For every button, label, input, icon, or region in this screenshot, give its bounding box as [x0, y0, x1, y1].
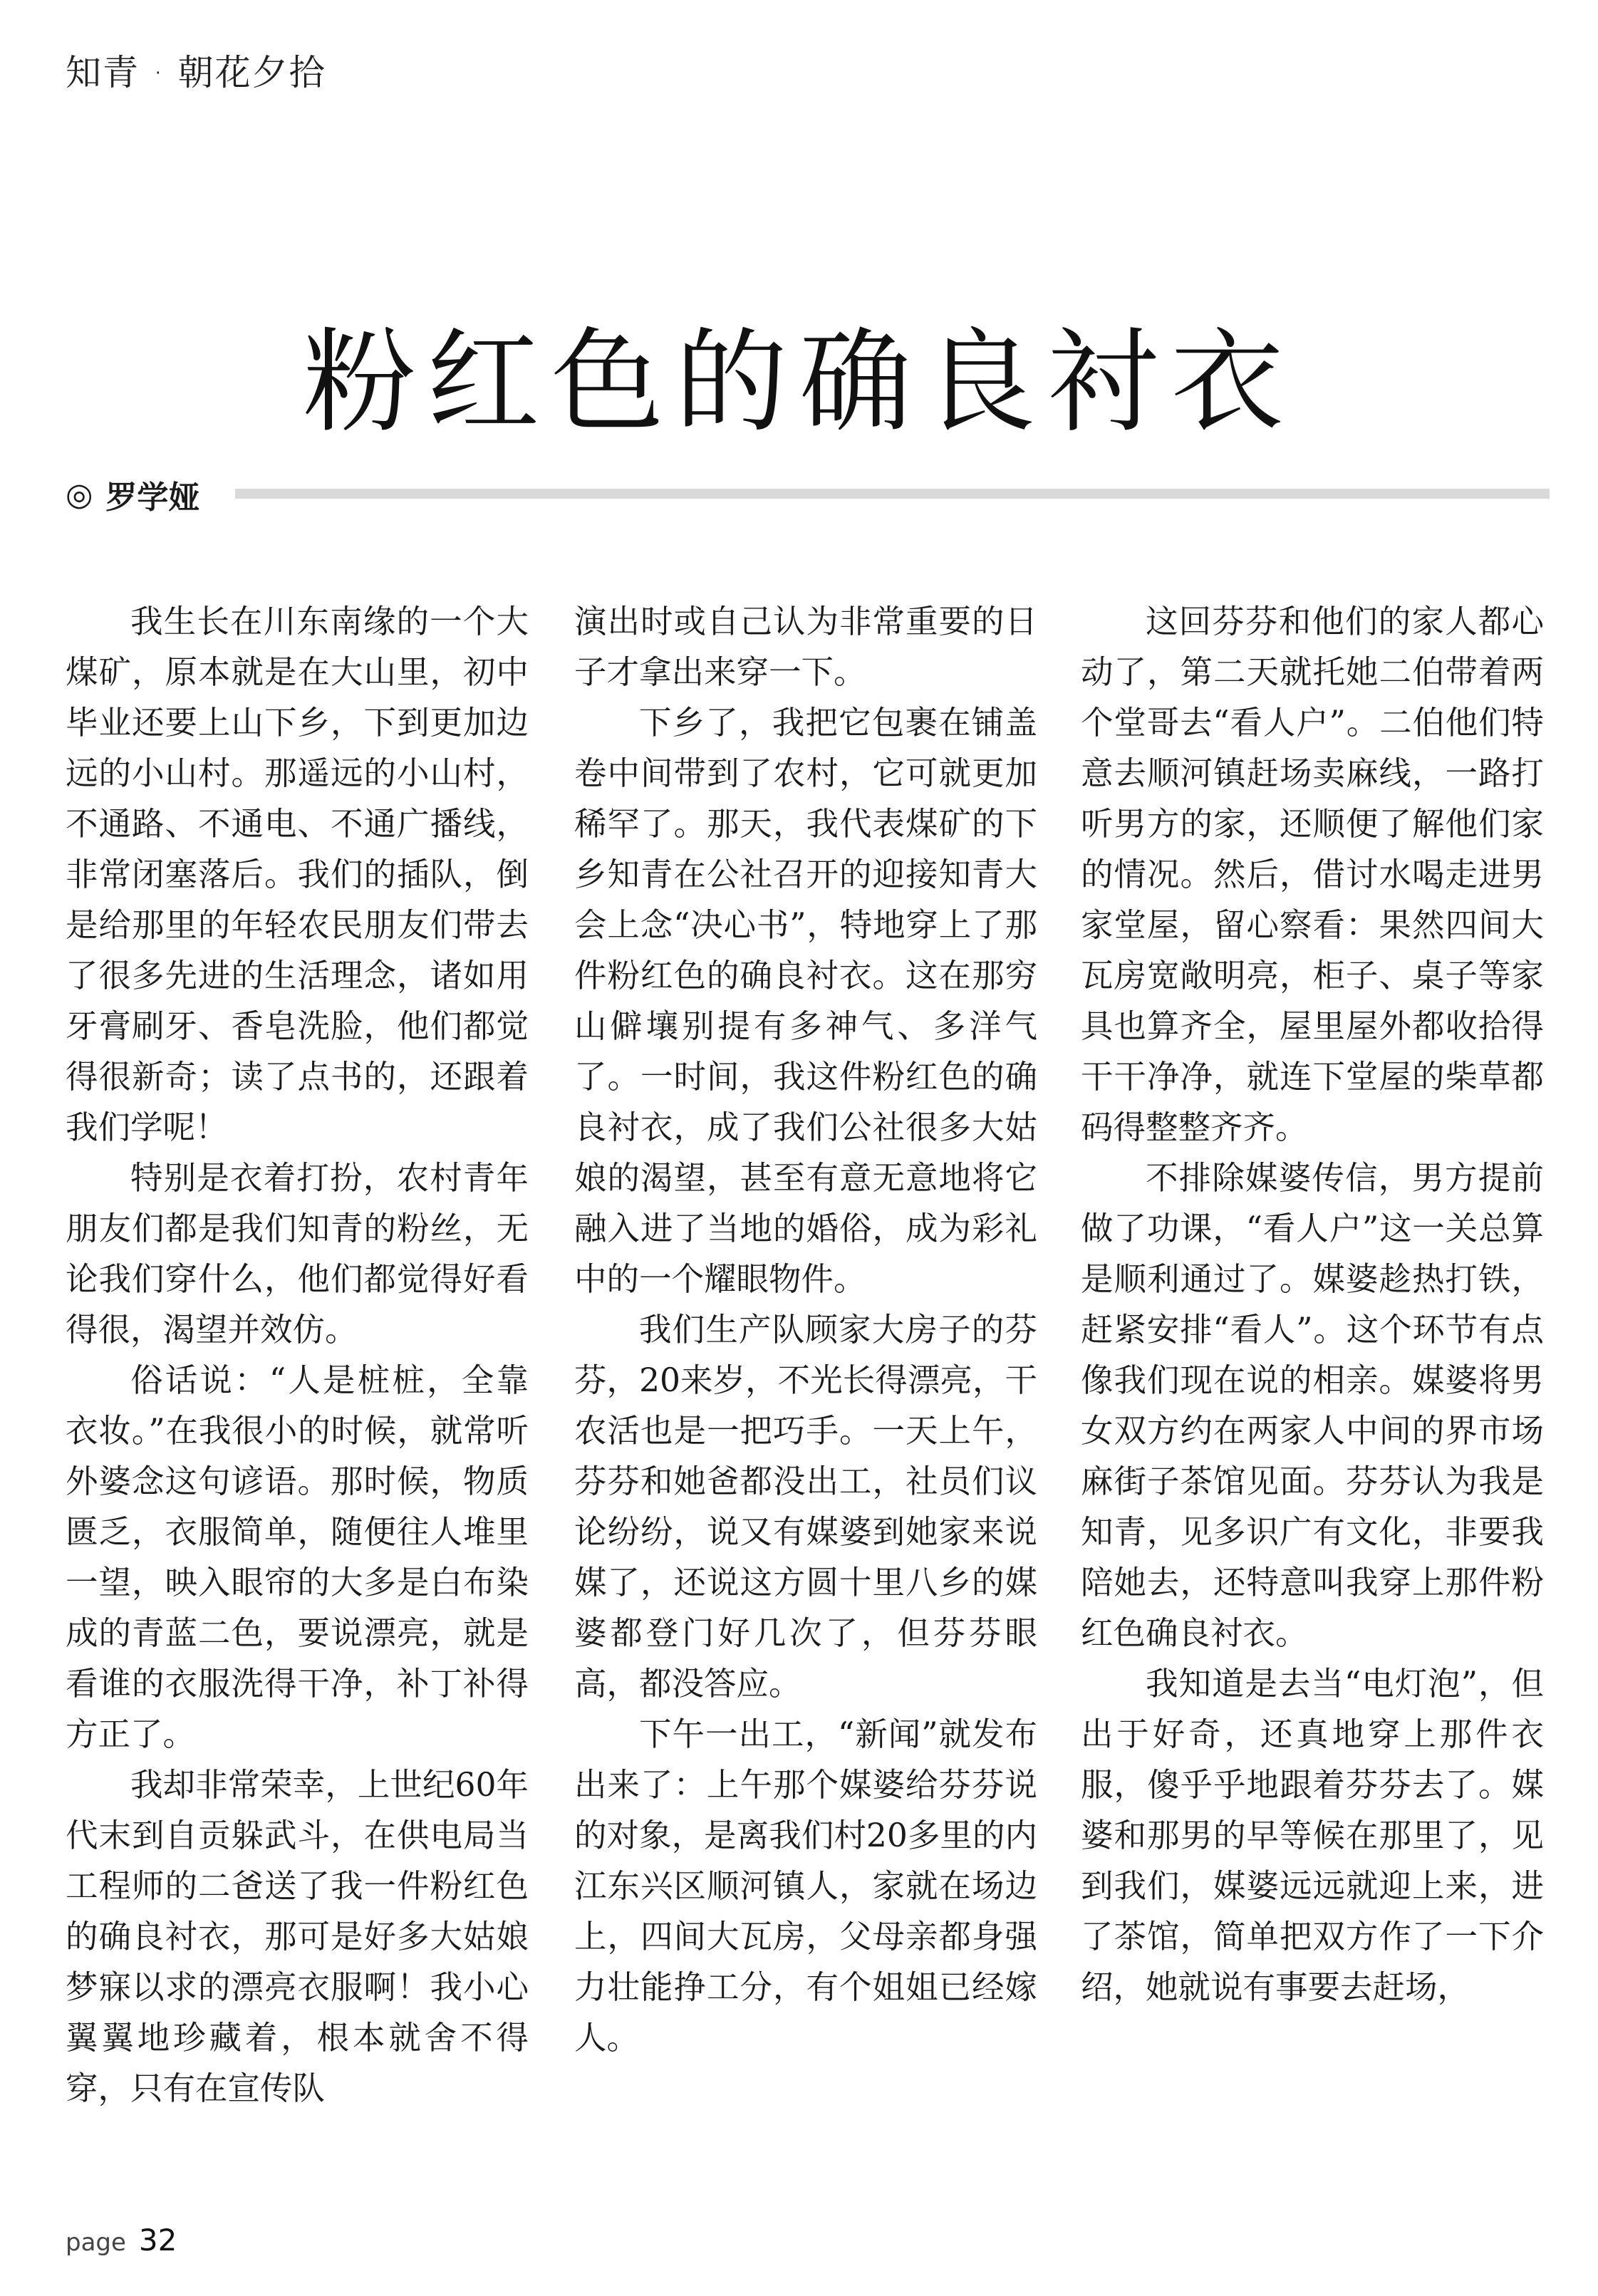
paragraph: 这回芬芬和他们的家人都心动了，第二天就托她二伯带着两个堂哥去“看人户”。二伯他们特意去顺河镇赶场卖麻线，一路打听男方的家，还顺便了解他们家的情况。然后，借讨水喝走进男家堂屋，留心察看：果然四间大瓦房宽敞明亮，柜子、桌子等家具也算齐全，屋里屋外都收拾得干干净净，就连下堂屋的柴草都码得整整齐齐。: [1081, 603, 1544, 1146]
paragraph: 下乡了，我把它包裹在铺盖卷中间带到了农村，它可就更加稀罕了。那天，我代表煤矿的下乡知青在公社召开的迎接知青大会上念“决心书”，特地穿上了那件粉红色的确良衬衣。这在那穷山僻壤别提有多神气、多洋气了。一时间，我这件粉红色的确良衬衣，成了我们公社很多大姑娘的渴望，甚至有意无意地将它融入进了当地的婚俗，成为彩礼中的一个耀眼物件。: [574, 704, 1037, 1298]
page-label: page: [66, 2228, 126, 2257]
paragraph: 特别是衣着打扮，农村青年朋友们都是我们知青的粉丝，无论我们穿什么，他们都觉得好看得很，渴望并效仿。: [66, 1159, 529, 1349]
page-footer: [66, 2223, 177, 2258]
text-column-2: [574, 596, 1037, 2063]
paragraph: 我却非常荣幸，上世纪60年代末到自贡躲武斗，在供电局当工程师的二爸送了我一件粉红色的确良衬衣，那可是好多大姑娘梦寐以求的漂亮衣服啊！我小心翼翼地珍藏着，根本就舍不得穿，只有在宣传队: [66, 1766, 529, 2107]
paragraph: 我知道是去当“电灯泡”，但出于好奇，还真地穿上那件衣服，傻乎乎地跟着芬芬去了。媒婆和那男的早等候在那里了，见到我们，媒婆远远就迎上来，进了茶馆，简单把双方作了一下介绍，她就说有事要去赶场，: [1081, 1665, 1544, 2006]
paragraph-continued: 演出时或自己认为非常重要的日子才拿出来穿一下。: [574, 603, 1037, 691]
byline-circle-icon: ◎: [66, 476, 93, 513]
paragraph: 下午一出工，“新闻”就发布出来了：上午那个媒婆给芬芬说的对象，是离我们村20多里的内江东兴区顺河镇人，家就在场边上，四间大瓦房，父母亲都身强力壮能挣工分，有个姐姐已经嫁人。: [574, 1715, 1037, 2057]
section-header: 知青 · 朝花夕拾: [66, 52, 326, 93]
page-number: 32: [138, 2223, 177, 2258]
article-title: 粉红色的确良衬衣: [303, 317, 1295, 448]
byline: [66, 472, 199, 517]
paragraph: 我生长在川东南缘的一个大煤矿，原本就是在大山里，初中毕业还要上山下乡，下到更加边远的小山村。那遥远的小山村，不通路、不通电、不通广播线，非常闭塞落后。我们的插队，倒是给那里的年轻农民朋友们带去了很多先进的生活理念，诸如用牙膏刷牙、香皂洗脸，他们都觉得很新奇；读了点书的，还跟着我们学呢！: [66, 603, 529, 1146]
text-column-3: [1081, 596, 1544, 2012]
title-divider: [235, 489, 1550, 499]
paragraph: 不排除媒婆传信，男方提前做了功课，“看人户”这一关总算是顺利通过了。媒婆趁热打铁，赶紧安排“看人”。这个环节有点像我们现在说的相亲。媒婆将男女双方约在两家人中间的界市场麻街子茶馆见面。芬芬认为我是知青，见多识广有文化，非要我陪她去，还特意叫我穿上那件粉红色确良衬衣。: [1081, 1159, 1544, 1652]
text-column-1: [66, 596, 529, 2114]
paragraph: 我们生产队顾家大房子的芬芬，20来岁，不光长得漂亮，干农活也是一把巧手。一天上午，芬芬和她爸都没出工，社员们议论纷纷，说又有媒婆到她家来说媒了，还说这方圆十里八乡的媒婆都登门好几次了，但芬芬眼高，都没答应。: [574, 1311, 1037, 1703]
paragraph: 俗话说：“人是桩桩，全靠衣妆。”在我很小的时候，就常听外婆念这句谚语。那时候，物质匮乏，衣服简单，随便往人堆里一望，映入眼帘的大多是白布染成的青蓝二色，要说漂亮，就是看谁的衣服洗得干净，补丁补得方正了。: [66, 1361, 529, 1753]
author-name: 罗学娅: [105, 479, 200, 516]
